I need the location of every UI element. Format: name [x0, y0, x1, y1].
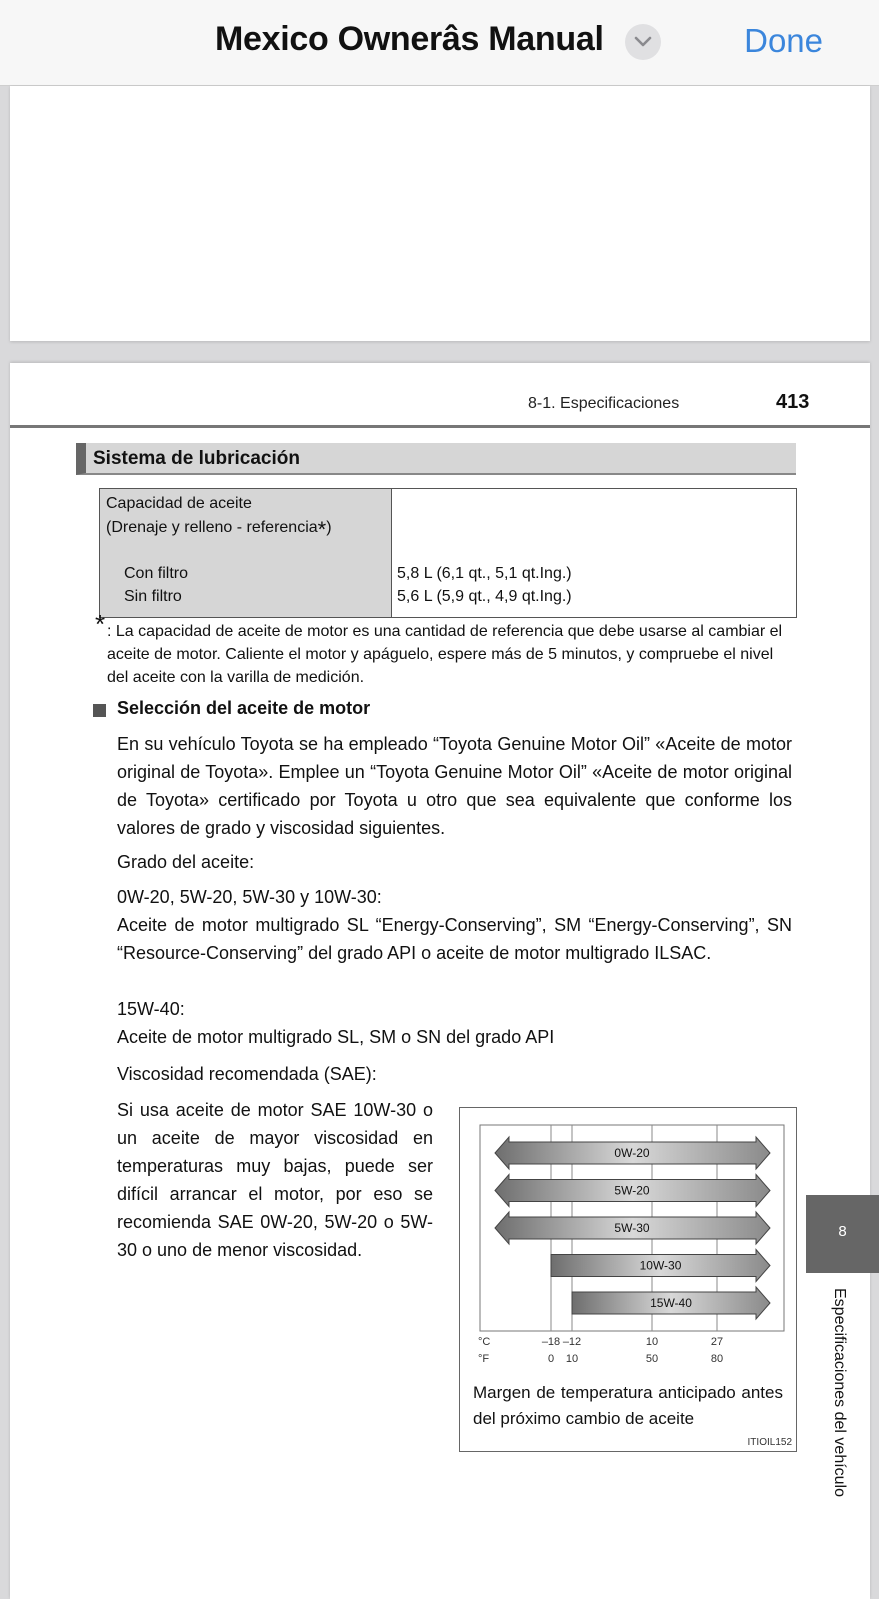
paragraph-grade-desc: Aceite de motor multigrado SL “Energy-Conserving”, SM “Energy-Conserving”, SN “Resource-Conserving” del grado API o aceite de motor multigrado ILSAC. — [117, 915, 792, 963]
tick-c-10: 10 — [645, 1336, 659, 1348]
row-value-sin-filtro: 5,6 L (5,9 qt., 4,9 qt.Ing.) — [397, 588, 572, 605]
oil-capacity-table — [99, 488, 797, 618]
paragraph-viscosity-label: Viscosidad recomendada (SAE): — [117, 1064, 377, 1084]
tick-f-10: 10 — [565, 1353, 579, 1365]
chevron-down-icon[interactable] — [625, 24, 661, 60]
chapter-number: 8 — [838, 1223, 847, 1240]
previous-page — [10, 86, 870, 341]
row-value-con-filtro: 5,8 L (6,1 qt., 5,1 qt.Ing.) — [397, 565, 572, 582]
bar-label-5W-20: 5W-20 — [614, 1183, 650, 1198]
tick-f-50: 50 — [645, 1353, 659, 1365]
header-divider — [10, 425, 870, 428]
paragraph-grade-list: 0W-20, 5W-20, 5W-30 y 10W-30: — [117, 887, 382, 907]
tick-c--12: –12 — [562, 1336, 582, 1348]
manual-page[interactable] — [10, 363, 870, 1599]
footnote-star: * — [95, 609, 106, 639]
tick-c-27: 27 — [710, 1336, 724, 1348]
paragraph-intro: En su vehículo Toyota se ha empleado “Toyota Genuine Motor Oil” «Aceite de motor original de Toyota». Emplee un “Toyota Genuine Motor Oil” «Aceite de motor original de Toyota» certificado por Toyota u otro que sea equivalente que conforme los valores de grado y viscosidad siguientes. — [117, 734, 792, 838]
tick-c--18: –18 — [541, 1336, 561, 1348]
capacity-label-line1: Capacidad de aceite — [106, 495, 252, 512]
paragraph-viscosity-note: Si usa aceite de motor SAE 10W-30 o un aceite de mayor viscosidad en temperaturas muy bajas, puede ser difícil arrancar el motor, por eso se recomienda SAE 0W-20, 5W-20 o 5W-30 o uno de menor viscosidad. — [117, 1100, 433, 1260]
bar-label-5W-30: 5W-30 — [614, 1221, 650, 1235]
section-heading — [76, 443, 796, 475]
document-title[interactable]: Mexico Ownerâs Manual — [215, 20, 604, 58]
subsection-title: Selección del aceite de motor — [117, 698, 371, 718]
axis-unit-c: °C — [478, 1336, 491, 1348]
bar-label-15W-40: 15W-40 — [650, 1296, 692, 1310]
page-section-header: 8-1. Especificaciones — [528, 395, 680, 412]
capacity-label-line2: (Drenaje y relleno - referencia*) — [106, 517, 332, 542]
paragraph-15w40: 15W-40: — [117, 999, 185, 1019]
footnote-text: : La capacidad de aceite de motor es una cantidad de referencia que debe usarse al cambiar el aceite de motor. Caliente el motor y apáguelo, espere más de 5 minutos, y compruebe el nivel del aceite con la varilla de medición. — [107, 623, 783, 686]
tick-f-80: 80 — [710, 1353, 724, 1365]
axis-unit-f: °F — [478, 1353, 490, 1365]
chapter-label: Especificaciones del vehículo — [831, 1288, 848, 1498]
navigation-bar — [0, 0, 879, 86]
viscosity-chart-graphic — [460, 1108, 798, 1378]
bar-label-0W-20: 0W-20 — [614, 1146, 650, 1160]
tick-f-0: 0 — [547, 1353, 555, 1365]
subsection-bullet — [93, 704, 106, 717]
row-label-sin-filtro: Sin filtro — [124, 588, 182, 605]
paragraph-15w40-desc: Aceite de motor multigrado SL, SM o SN del grado API — [117, 1027, 555, 1047]
chapter-tab[interactable] — [806, 1195, 879, 1273]
figure-code: ITIOIL152 — [747, 1437, 792, 1448]
page-number: 413 — [776, 391, 810, 413]
chart-caption: Margen de temperatura anticipado antes del próximo cambio de aceite — [473, 1383, 783, 1428]
capacity-label-cell — [100, 489, 392, 617]
done-button[interactable]: Done — [744, 22, 823, 59]
bar-label-10W-30: 10W-30 — [639, 1258, 682, 1273]
section-title: Sistema de lubricación — [93, 448, 300, 469]
paragraph-grade-label: Grado del aceite: — [117, 852, 255, 872]
row-label-con-filtro: Con filtro — [124, 565, 189, 582]
viscosity-chart — [459, 1107, 797, 1452]
